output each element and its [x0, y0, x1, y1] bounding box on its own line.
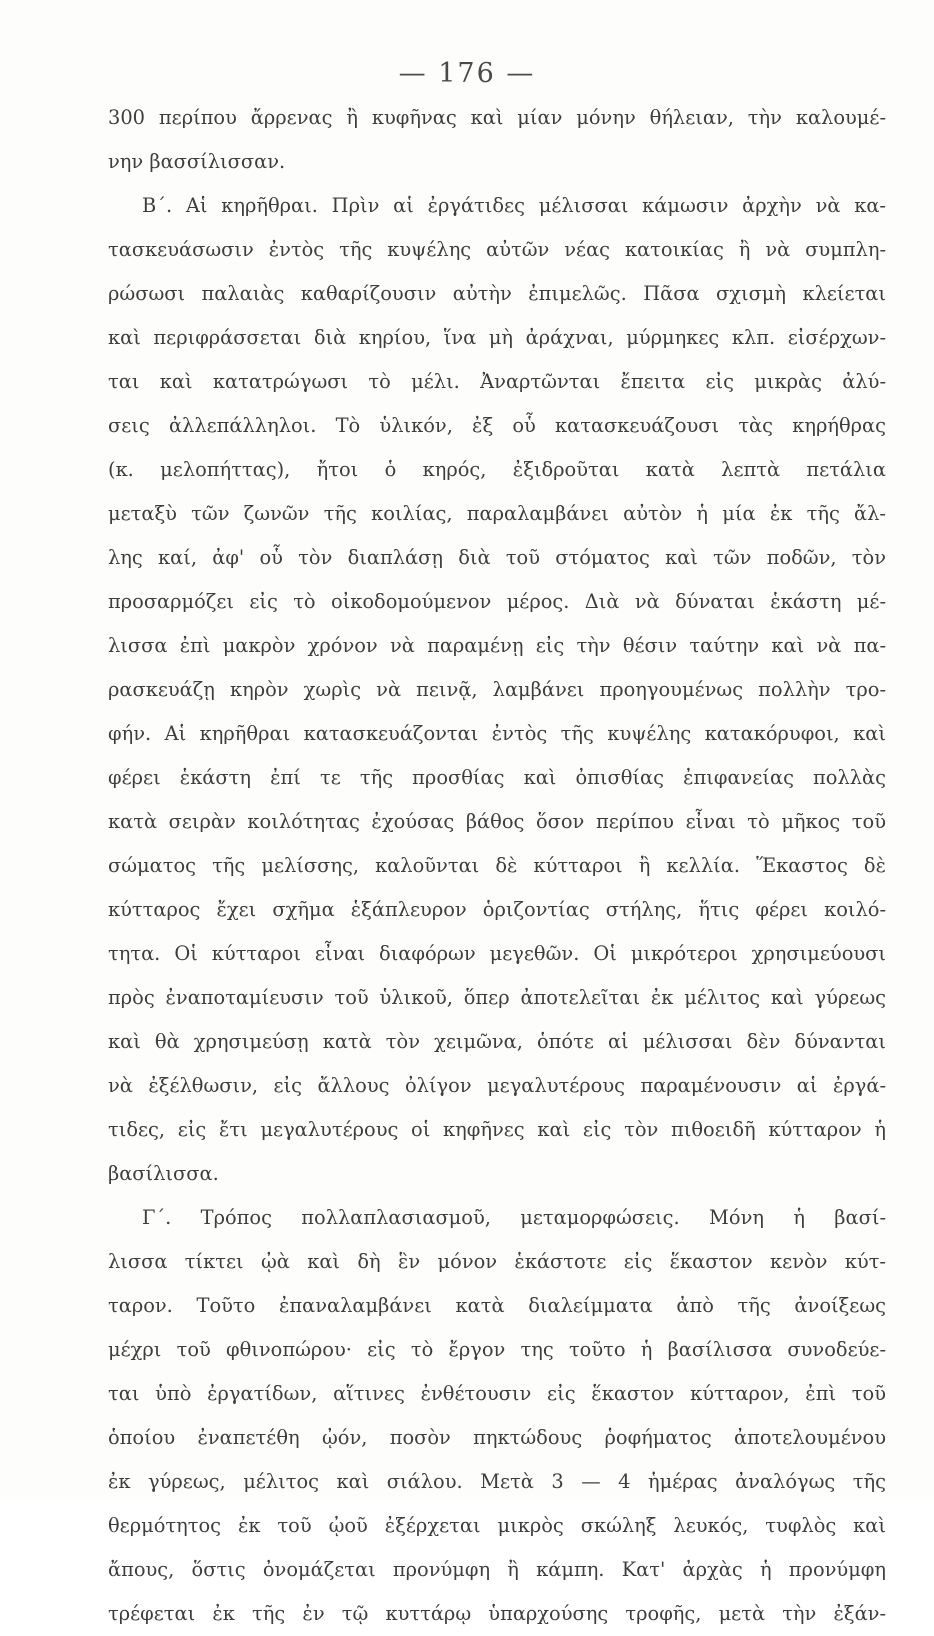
text-line: κατὰ σειρὰν κοιλότητας ἐχούσας βάθος ὅσον περίπου εἶναι τὸ μῆκος τοῦ [108, 810, 886, 833]
text-line: λης καί, ἀφ' οὗ τὸν διαπλάσῃ διὰ τοῦ στόματος καὶ τῶν ποδῶν, τὸν [108, 546, 886, 569]
text-line: καὶ θὰ χρησιμεύσῃ κατὰ τὸν χειμῶνα, ὁπότε αἱ μέλισσαι δὲν δύνανται [108, 1030, 886, 1053]
section-heading-line: Γ΄. Τρόπος πολλαπλασιασμοῦ, μεταμορφώσεις. Μόνη ἡ βασί- [142, 1206, 886, 1229]
text-line: ὁποίου ἐναπετέθη ᾠόν, ποσὸν πηκτώδους ῥοφήματος ἀποτελουμένου [108, 1426, 886, 1449]
body-text [108, 96, 886, 1636]
text-line: σεις ἀλλεπάλληλοι. Τὸ ὑλικόν, ἐξ οὗ κατασκευάζουσι τὰς κηρήθρας [108, 414, 886, 437]
page-number: — 176 — [398, 58, 536, 89]
text-line: κύτταρος ἔχει σχῆμα ἑξάπλευρον ὁριζοντίας στήλης, ἥτις φέρει κοιλό- [108, 898, 886, 921]
text-line: προσαρμόζει εἰς τὸ οἰκοδομούμενον μέρος. Διὰ νὰ δύναται ἑκάστη μέ- [108, 590, 886, 613]
text-line: φέρει ἑκάστη ἐπί τε τῆς προσθίας καὶ ὀπισθίας ἐπιφανείας πολλὰς [108, 766, 886, 789]
text-line: ται καὶ κατατρώγωσι τὸ μέλι. Ἀναρτῶνται ἔπειτα εἰς μικρὰς ἀλύ- [108, 370, 886, 393]
text-line: ἄπους, ὅστις ὀνομάζεται προνύμφη ἢ κάμπη. Κατ' ἀρχὰς ἡ προνύμφη [108, 1558, 886, 1581]
text-line: πρὸς ἐναποταμίευσιν τοῦ ὑλικοῦ, ὅπερ ἀποτελεῖται ἐκ μέλιτος καὶ γύρεως [108, 986, 886, 1009]
text-line: μεταξὺ τῶν ζωνῶν τῆς κοιλίας, παραλαμβάνει αὐτὸν ἡ μία ἐκ τῆς ἄλ- [108, 502, 886, 525]
text-line: ται ὑπὸ ἐργατίδων, αἵτινες ἐνθέτουσιν εἰς ἕκαστον κύτταρον, ἐπὶ τοῦ [108, 1382, 886, 1405]
text-line: νὰ ἐξέλθωσιν, εἰς ἄλλους ὀλίγον μεγαλυτέρους παραμένουσιν αἱ ἐργά- [108, 1074, 886, 1097]
text-line: βασίλισσα. [108, 1162, 219, 1185]
text-line: λισσα ἐπὶ μακρὸν χρόνον νὰ παραμένῃ εἰς τὴν θέσιν ταύτην καὶ νὰ πα- [108, 634, 886, 657]
text-line: ταρον. Τοῦτο ἐπαναλαμβάνει κατὰ διαλείμματα ἀπὸ τῆς ἀνοίξεως [108, 1294, 886, 1317]
text-line: ρασκευάζῃ κηρὸν χωρὶς νὰ πεινᾷ, λαμβάνει προηγουμένως πολλὴν τρο- [108, 678, 886, 701]
text-line: μέχρι τοῦ φθινοπώρου· εἰς τὸ ἔργον της τοῦτο ἡ βασίλισσα συνοδεύε- [108, 1338, 886, 1361]
text-line: νην βασσίλισσαν. [108, 150, 286, 173]
text-line: τητα. Οἱ κύτταροι εἶναι διαφόρων μεγεθῶν. Οἱ μικρότεροι χρησιμεύουσι [108, 942, 886, 965]
text-line: θερμότητος ἐκ τοῦ ᾠοῦ ἐξέρχεται μικρὸς σκώληξ λευκός, τυφλὸς καὶ [108, 1514, 886, 1537]
text-line: τιδες, εἰς ἔτι μεγαλυτέρους οἱ κηφῆνες καὶ εἰς τὸν πιθοειδῆ κύτταρον ἡ [108, 1118, 886, 1141]
text-line: ἐκ γύρεως, μέλιτος καὶ σιάλου. Μετὰ 3 — 4 ἡμέρας ἀναλόγως τῆς [108, 1470, 886, 1493]
text-line: 300 περίπου ἄρρενας ἢ κυφῆνας καὶ μίαν μόνην θήλειαν, τὴν καλουμέ- [108, 106, 886, 129]
text-line: καὶ περιφράσσεται διὰ κηρίου, ἵνα μὴ ἀράχναι, μύρμηκες κλπ. εἰσέρχων- [108, 326, 886, 349]
section-heading-line: Β΄. Αἱ κηρῆθραι. Πρὶν αἱ ἐργάτιδες μέλισσαι κάμωσιν ἀρχὴν νὰ κα- [142, 194, 886, 217]
text-line: τασκευάσωσιν ἐντὸς τῆς κυψέλης αὐτῶν νέας κατοικίας ἢ νὰ συμπλη- [108, 238, 886, 261]
text-line: ρώσωσι παλαιὰς καθαρίζουσιν αὐτὴν ἐπιμελῶς. Πᾶσα σχισμὴ κλείεται [108, 282, 886, 305]
text-line: (κ. μελοπήττας), ἤτοι ὁ κηρός, ἐξιδροῦται κατὰ λεπτὰ πετάλια [108, 458, 886, 481]
text-line: σώματος τῆς μελίσσης, καλοῦνται δὲ κύτταροι ἢ κελλία. Ἕκαστος δὲ [108, 854, 886, 877]
text-line: λισσα τίκτει ᾠὰ καὶ δὴ ἓν μόνον ἑκάστοτε εἰς ἕκαστον κενὸν κύτ- [108, 1250, 886, 1273]
text-line: φήν. Αἱ κηρῆθραι κατασκευάζονται ἐντὸς τῆς κυψέλης κατακόρυφοι, καὶ [108, 722, 886, 745]
text-line: τρέφεται ἐκ τῆς ἐν τῷ κυττάρῳ ὑπαρχούσης τροφῆς, μετὰ τὴν ἐξάν- [108, 1602, 886, 1625]
